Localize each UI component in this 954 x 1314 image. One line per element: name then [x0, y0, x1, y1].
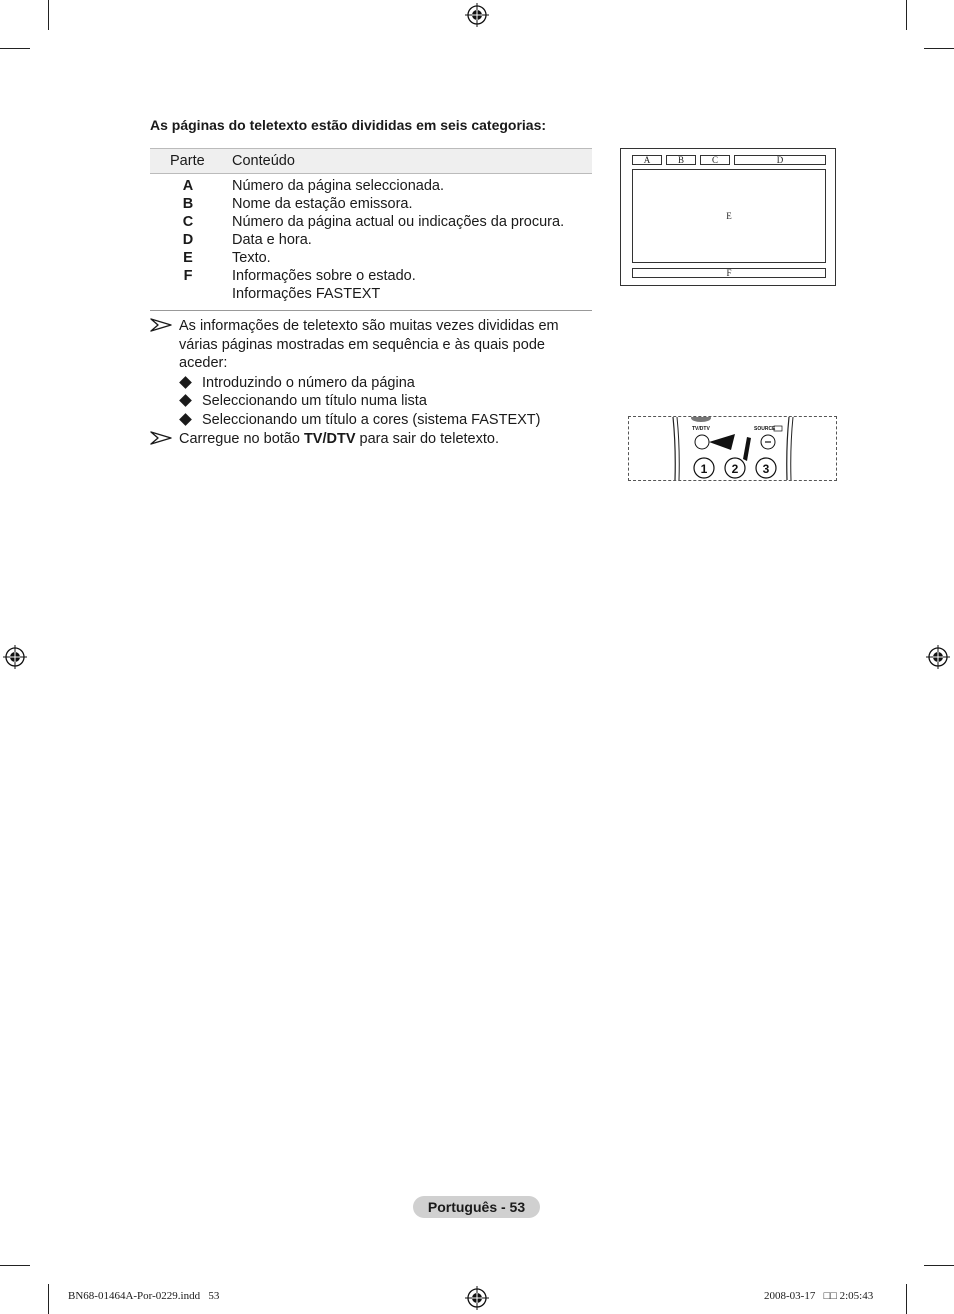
registration-mark-icon — [3, 645, 27, 669]
registration-mark-icon — [465, 3, 489, 27]
table-row — [150, 213, 592, 231]
tvdtv-label: TV/DTV — [692, 426, 710, 432]
crop-mark — [906, 0, 907, 30]
part-letter: C — [182, 214, 194, 230]
table-row — [150, 195, 592, 213]
file-info: BN68-01464A-Por-0229.indd 53 — [68, 1290, 220, 1302]
note-text-prefix: Carregue no botão — [179, 431, 304, 447]
table-row — [150, 249, 592, 267]
section-heading: As páginas do teletexto estão divididas em seis categorias: — [150, 117, 547, 133]
page-number-badge: Português - 53 — [413, 1196, 540, 1218]
table-header — [150, 148, 592, 174]
table-row — [150, 285, 592, 303]
part-letter: E — [183, 250, 193, 266]
note-text: As informações de teletexto são muitas vezes divididas em várias páginas mostradas em sequência e às quais pode aceder: — [179, 318, 559, 371]
crop-mark — [906, 1284, 907, 1314]
list-item — [179, 374, 590, 393]
key-3: 3 — [762, 462, 770, 476]
list-item — [179, 392, 590, 411]
list-item-text: Seleccionando um título numa lista — [202, 393, 427, 409]
note-arrow-icon — [150, 317, 172, 333]
diamond-bullet-icon — [179, 394, 192, 407]
part-description: Número da página seleccionada. — [232, 178, 444, 194]
list-item-text: Introduzindo o número da página — [202, 374, 415, 391]
remote-control-drawing — [629, 417, 836, 480]
table-row — [150, 231, 592, 249]
bullet-list — [179, 374, 590, 430]
diamond-bullet-icon — [179, 376, 192, 389]
part-description: Texto. — [232, 250, 271, 266]
list-item-text: Seleccionando um título a cores (sistema FASTEXT) — [202, 411, 541, 428]
registration-mark-icon — [926, 645, 950, 669]
table-body — [150, 174, 592, 311]
region-b: B — [666, 155, 696, 165]
region-e: E — [632, 169, 826, 263]
key-2: 2 — [731, 462, 739, 476]
teletext-parts-table — [150, 148, 592, 311]
diamond-bullet-icon — [179, 413, 192, 426]
table-row — [150, 177, 592, 195]
region-d: D — [734, 155, 826, 165]
part-letter: F — [183, 268, 193, 284]
note-arrow-icon — [150, 430, 172, 446]
crop-mark — [48, 0, 49, 30]
part-letter: B — [182, 196, 194, 212]
date-info: 2008-03-17 □□ 2:05:43 — [764, 1290, 874, 1302]
region-a: A — [632, 155, 662, 165]
part-description: Número da página actual ou indicações da procura. — [232, 214, 565, 230]
button-name: TV/DTV — [303, 431, 356, 447]
crop-mark — [48, 1284, 49, 1314]
column-header-part: Parte — [170, 153, 205, 169]
source-label: SOURCE — [754, 426, 776, 432]
part-description: Nome da estação emissora. — [232, 196, 413, 212]
region-f: F — [632, 268, 826, 278]
part-description: Data e hora. — [232, 232, 312, 248]
note-text-suffix: para sair do teletexto. — [355, 431, 499, 447]
notes-section — [150, 317, 590, 449]
part-letter: A — [182, 178, 194, 194]
crop-mark — [924, 1265, 954, 1266]
note-1 — [150, 317, 590, 429]
registration-mark-icon — [465, 1286, 489, 1310]
crop-mark — [924, 48, 954, 49]
teletext-screen-diagram — [620, 148, 836, 286]
part-description: Informações FASTEXT — [232, 286, 381, 302]
part-letter: D — [182, 232, 194, 248]
part-description: Informações sobre o estado. — [232, 268, 416, 284]
list-item — [179, 411, 590, 430]
remote-control-illustration — [628, 416, 837, 481]
key-1: 1 — [700, 462, 708, 476]
crop-mark — [0, 1265, 30, 1266]
table-row — [150, 267, 592, 285]
note-2 — [150, 430, 590, 449]
column-header-content: Conteúdo — [232, 153, 295, 169]
crop-mark — [0, 48, 30, 49]
region-c: C — [700, 155, 730, 165]
